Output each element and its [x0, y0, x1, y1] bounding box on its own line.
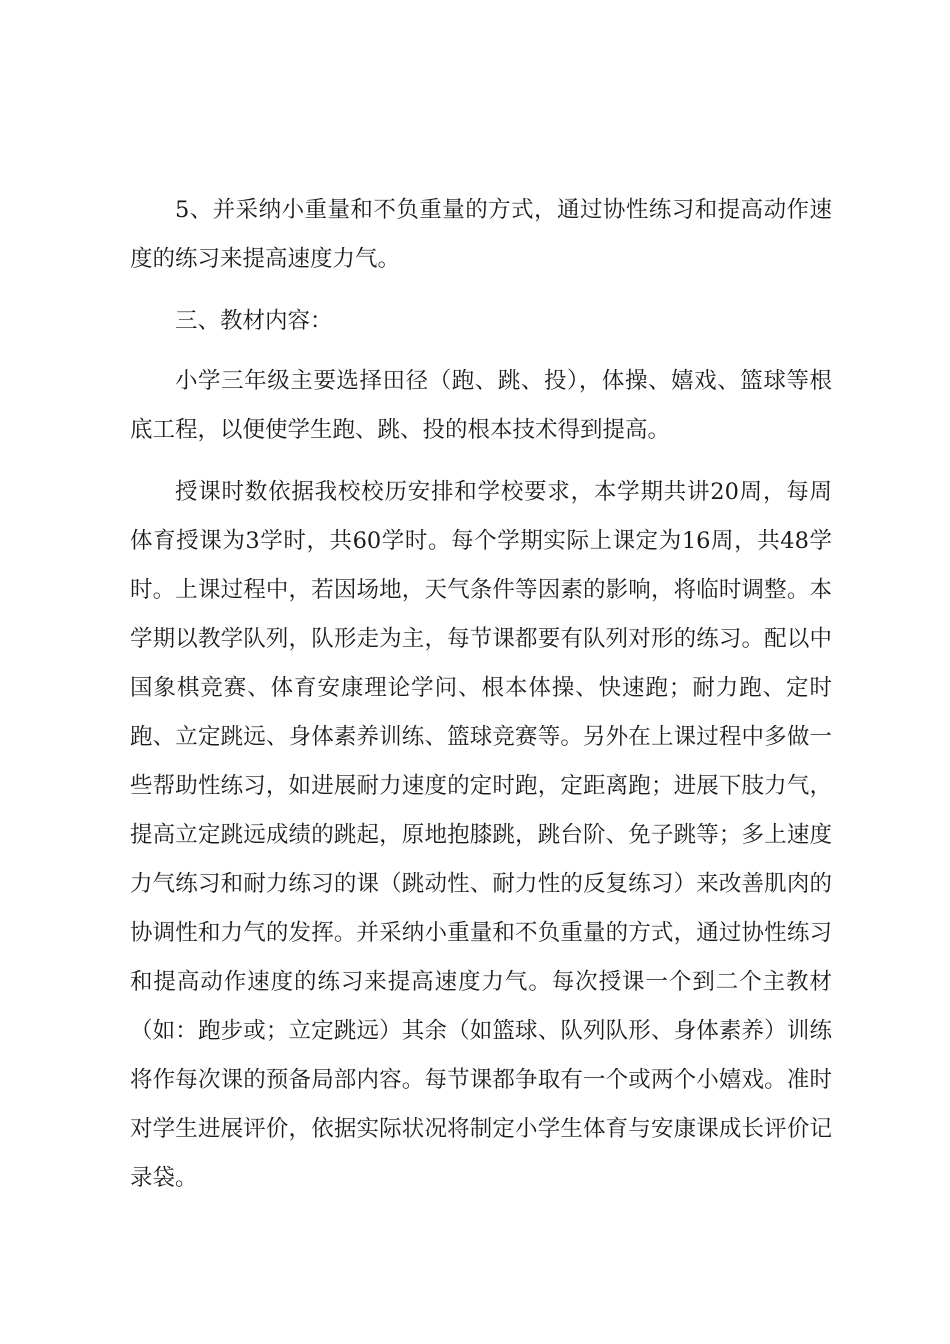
document-body [130, 186, 832, 1216]
paragraph-speed-strength: 5、并采纳小重量和不负重量的方式，通过协性练习和提高动作速度的练习来提高速度力气。 [130, 197, 832, 272]
paragraph-main-content: 小学三年级主要选择田径（跑、跳、投），体操、嬉戏、篮球等根底工程，以便使学生跑、跳、投的根本技术得到提高。 [130, 368, 832, 443]
section-heading-teaching-content: 三、教材内容： [175, 308, 333, 334]
paragraph-teaching-hours: 授课时数依据我校校历安排和学校要求，本学期共讲20周，每周体育授课为3学时，共60学时。每个学期实际上课定为16周，共48学时。上课过程中，若因场地，天气条件等因素的影响，将临时调整。本学期以教学队列，队形走为主，每节课都要有队列对形的练习。配以中国象棋竞赛、体育安康理论学问、根本体操、快速跑；耐力跑、定时跑、立定跳远、身体素养训练、篮球竞赛等。另外在上课过程中多做一些帮助性练习，如进展耐力速度的定时跑，定距离跑；进展下肢力气，提高立定跳远成绩的跳起，原地抱膝跳，跳台阶、免子跳等；多上速度力气练习和耐力练习的课（跳动性、耐力性的反复练习）来改善肌肉的协调性和力气的发挥。并采纳小重量和不负重量的方式，通过协性练习和提高动作速度的练习来提高速度力气。每次授课一个到二个主教材（如：跑步或；立定跳远）其余（如篮球、队列队形、身体素养）训练将作每次课的预备局部内容。每节课都争取有一个或两个小嬉戏。准时对学生进展评价，依据实际状况将制定小学生体育与安康课成长评价记录袋。 [130, 479, 832, 1191]
